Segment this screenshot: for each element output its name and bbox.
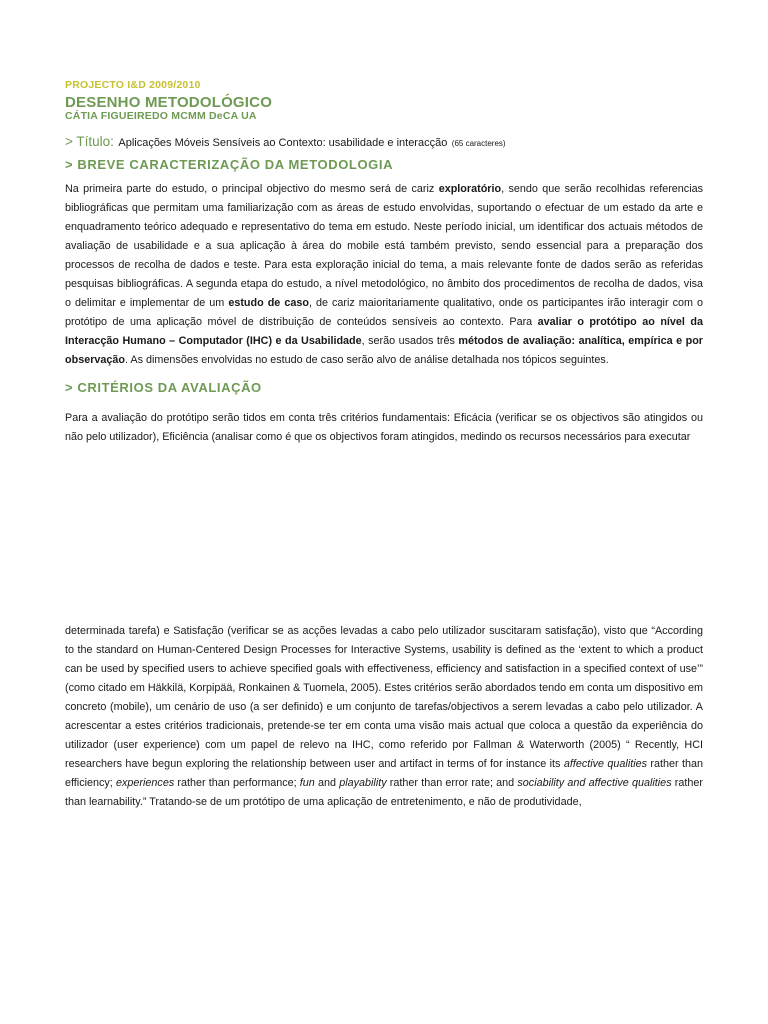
italic-run: experiences bbox=[116, 777, 175, 789]
text-run: rather than error rate; and bbox=[386, 777, 518, 789]
titulo-text: Aplicações Móveis Sensíveis ao Contexto: usabilidade e interacção bbox=[118, 137, 448, 149]
italic-run: playability bbox=[339, 777, 387, 789]
titulo-line bbox=[65, 133, 506, 151]
bold-run: estudo de caso bbox=[228, 297, 309, 309]
text-run: . As dimensões envolvidas no estudo de caso serão alvo de análise detalhada nos tópicos seguintes. bbox=[125, 354, 609, 366]
italic-run: affective qualities bbox=[563, 758, 648, 770]
text-run: and bbox=[314, 777, 340, 789]
section-heading-criteria: > CRITÉRIOS DA AVALIAÇÃO bbox=[65, 380, 262, 395]
italic-run: sociability and affective qualities bbox=[517, 777, 672, 789]
titulo-label: > Título: bbox=[65, 134, 114, 149]
criteria-paragraph-b bbox=[65, 622, 703, 812]
bold-run: exploratório bbox=[438, 183, 502, 195]
titulo-char-count: (65 caracteres) bbox=[451, 139, 506, 148]
text-run: rather than learnability.” Tratando-se de um protótipo de uma aplicação de entretenimento, e não de produtividade, bbox=[65, 777, 703, 808]
section-heading-methodology: > BREVE CARACTERIZAÇÃO DA METODOLOGIA bbox=[65, 157, 394, 172]
text-run: , sendo que serão recolhidas referencias bibliográficas que permitam uma familiarização com as áreas de estudo envolvidas, suportando o efectuar de um estado da arte e enquadramento teórico adequado e representativo do tema em estudo. Neste período inicial, um identificar dos actuais métodos de avaliação de usabilidade e a sua aplicação à área do mobile está também previsto, sendo essencial para a preparação dos processos de recolha de dados e teste. Para esta exploração inicial do tema, a mais relevante fonte de dados serão as referidas pesquisas bibliográficas. A segunda etapa do estudo, a nível metodológico, no âmbito dos procedimentos de recolha de dados, visa o delimitar e implementar de um bbox=[65, 183, 704, 309]
text-run: Na primeira parte do estudo, o principal objectivo do mesmo será de cariz bbox=[65, 183, 439, 195]
bold-run: métodos de avaliação: analítica, empírica e por observação bbox=[65, 335, 703, 366]
bold-run: avaliar o protótipo ao nível da Interacção Humano – Computador (IHC) e da Usabilidade bbox=[65, 316, 703, 347]
text-run: , de cariz maioritariamente qualitativo, onde os participantes irão interagir com o protótipo de uma aplicação móvel de distribuição de conteúdos sensíveis ao contexto. Para bbox=[65, 297, 703, 328]
text-run: determinada tarefa) e Satisfação (verificar se as acções levadas a cabo pelo utilizador suscitaram satisfação), visto que “According to the standard on Human-Centered Design Processes for Interactive Systems, usability is defined as the ‘extent to which a product can be used by specified users to achieve specified goals with effectiveness, efficiency and satisfaction in a specified context of use’” (como citado em Häkkilä, Korpipää, Ronkainen & Tuomela, 2005). Estes critérios serão abordados tendo em conta um dispositivo em concreto (mobile), um cenário de uso (a ser definido) e um conjunto de tarefas/objectivos a serem levadas a cabo pelo utilizador. A acrescentar a estes critérios tradicionais, pretende-se ter em conta uma visão mais actual que coloca a questão da experiência do utilizador (user experience) com um papel de relevo na IHC, como referido por Fallman & Waterworth (2005) “ Recently, HCI researchers have begun exploring the relationship between user and artifact in terms of for instance its bbox=[65, 625, 703, 770]
text-run: rather than performance; bbox=[174, 777, 300, 789]
criteria-paragraph-a: Para a avaliação do protótipo serão tidos em conta três critérios fundamentais: Eficácia (verificar se os objectivos são atingidos ou não pelo utilizador), Eficiência (analisar como é que os objectivos foram atingidos, medindo os recursos necessários para executar bbox=[65, 412, 703, 443]
text-run: , serão usados três bbox=[361, 335, 459, 347]
project-label: PROJECTO I&D 2009/2010 bbox=[65, 79, 201, 91]
document-title: DESENHO METODOLÓGICO bbox=[65, 94, 273, 111]
text-run: rather than efficiency; bbox=[65, 758, 703, 789]
methodology-paragraph bbox=[65, 180, 703, 370]
italic-run: fun bbox=[299, 777, 315, 789]
author-line: CÁTIA FIGUEIREDO MCMM DeCA UA bbox=[65, 110, 257, 122]
